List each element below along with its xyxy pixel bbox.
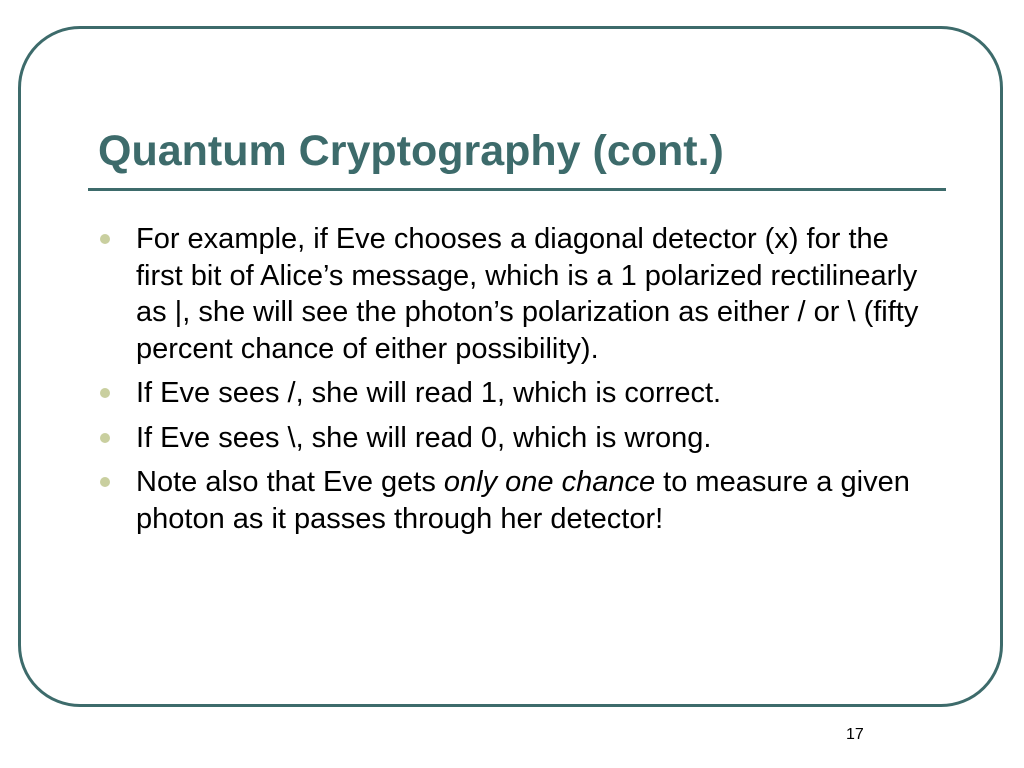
bullet-dot-icon bbox=[100, 234, 110, 244]
bullet-text-part: Note also that Eve gets bbox=[136, 466, 444, 498]
bullet-text bbox=[136, 223, 918, 365]
bullet-dot-icon bbox=[100, 477, 110, 487]
bullet-item bbox=[100, 464, 940, 537]
bullet-dot-icon bbox=[100, 388, 110, 398]
title-underline bbox=[88, 188, 946, 191]
bullet-list bbox=[100, 221, 940, 545]
bullet-item bbox=[100, 420, 940, 457]
bullet-item bbox=[100, 221, 940, 367]
bullet-emphasis: only one chance bbox=[443, 466, 656, 498]
bullet-dot-icon bbox=[100, 433, 110, 443]
bullet-text-part: If Eve sees \, she will read 0, which is wrong. bbox=[136, 421, 712, 454]
bullet-text-part: to measure a given photon as it passes through her detector! bbox=[136, 466, 910, 535]
bullet-item bbox=[100, 375, 940, 412]
bullet-text bbox=[136, 422, 711, 454]
bullet-text bbox=[136, 466, 910, 535]
bullet-text bbox=[136, 377, 721, 409]
bullet-text-part: For example, if Eve chooses a diagonal detector (x) for the first bit of Alice’s message, which is a 1 polarized rectilinearly as |, she will see the photon’s polarization as either / or \ (fifty percent chance of either possibility). bbox=[136, 223, 919, 365]
slide-title: Quantum Cryptography (cont.) bbox=[98, 127, 724, 175]
page-number: 17 bbox=[846, 726, 864, 743]
bullet-text-part: If Eve sees /, she will read 1, which is correct. bbox=[136, 377, 722, 409]
